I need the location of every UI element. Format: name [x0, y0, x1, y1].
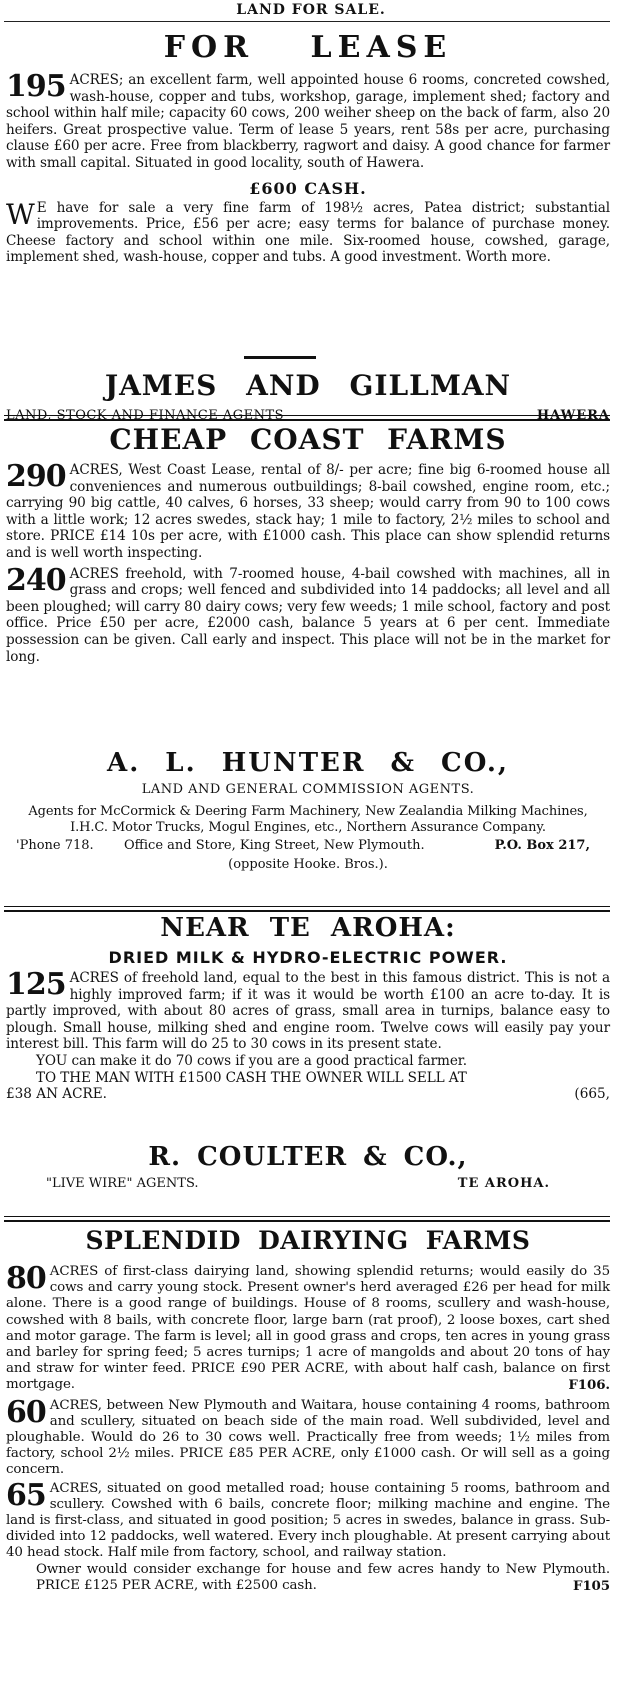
drop-letter: W	[6, 197, 35, 231]
te-aroha-body	[6, 967, 610, 1053]
cash-subheading: £600 CASH.	[249, 178, 367, 198]
section-title: LAND FOR SALE.	[236, 2, 386, 18]
coulter-location: TE AROHA.	[457, 1176, 550, 1191]
te-aroha-subheading: DRIED MILK & HYDRO-ELECTRIC POWER.	[108, 948, 508, 967]
short-rule-1	[244, 356, 316, 359]
title-rule	[4, 21, 610, 22]
cheap-coast-heading: CHEAP COAST FARMS	[109, 423, 507, 456]
hawera-location: HAWERA	[536, 408, 610, 423]
dairy-farm-80-ref: F106.	[568, 1377, 610, 1394]
for-lease-body	[6, 69, 610, 172]
coulter-tagline-row	[6, 1174, 610, 1194]
hunter-phone: 'Phone 718.	[16, 838, 94, 853]
agent-coulter	[6, 1140, 610, 1194]
acres-number-240: 240	[6, 562, 66, 598]
coast-farm-240	[6, 562, 610, 666]
acres-number-125: 125	[6, 967, 66, 1002]
dairy-farm-65-ref: F105	[572, 1577, 610, 1594]
acres-number-195: 195	[6, 69, 66, 104]
hunter-contact-row	[6, 838, 610, 856]
acres-number-65: 65	[6, 1477, 46, 1513]
dairy-farm-60-text: ACRES, between New Plymouth and Waitara, house containing 4 rooms, bathroom and scullery, situated on beach side of the main road. Well subdivided, level and ploughable. Would do 26 to 30 cows well. Practically free from weeds; 1½ miles from factory, school 2½ miles. PRICE £85 PER ACRE, only £1000 cash. Or will sell as a going concern.	[6, 1397, 610, 1478]
dairy-farm-80-text: ACRES of first-class dairying land, showing splendid returns; would easily do 35 cows and carry young stock. Present owner's herd averaged £26 per head for milk alone. There is a good range of buildings. House of 8 rooms, scullery and wash-house, cowshed with 8 bails, with concrete floor, large barn (rat proof), 2 loose boxes, cart shed and motor garage. The farm is level; all in good grass and crops, ten acres in young grass and barley for spring feed; 5 acres turnips; 1 acre of mangolds and about 20 tons of hay and straw for winter feed. PRICE £90 PER ACRE, with about half cash, balance on first mortgage.	[6, 1264, 610, 1393]
hunter-agents-line: Agents for McCormick & Deering Farm Machinery, New Zealandia Milking Machines, I.H.C. Motor Trucks, Mogul Engines, etc., Northern Assurance Company.	[28, 804, 588, 835]
coulter-tagline: "LIVE WIRE" AGENTS.	[46, 1176, 199, 1191]
te-aroha-line2: YOU can make it do 70 cows if you are a good practical farmer.	[36, 1052, 467, 1069]
te-aroha-line4: £38 AN ACRE.	[6, 1086, 107, 1103]
coulter-name: R. COULTER & CO.,	[148, 1142, 468, 1172]
dairying-heading: SPLENDID DAIRYING FARMS	[85, 1226, 531, 1255]
dairy-farm-65-line2-text: Owner would consider exchange for house and few acres handy to New Plymouth. PRICE £125 PER ACRE, with £2500 cash.	[36, 1561, 610, 1593]
coast-farm-240-text: ACRES freehold, with 7-roomed house, 4-bail cowshed with machines, all in grass and crops; well fenced and subdivided into 14 paddocks; all level and all been ploughed; will carry 80 dairy cows; very few weeds; 1 mile school, factory and post office. Price £50 per acre, £2000 cash, balance 5 years at 6 per cent. Immediate possession can be given. Call early and inspect. This place will not be in the market for long.	[6, 565, 610, 665]
hunter-name: A. L. HUNTER & CO.,	[107, 748, 509, 778]
dairy-farm-65-line2	[6, 1562, 610, 1594]
te-aroha-heading: NEAR TE AROHA:	[160, 913, 456, 943]
te-aroha-line3: TO THE MAN WITH £1500 CASH THE OWNER WILL SELL AT	[36, 1069, 467, 1086]
hunter-po-box: P.O. Box 217,	[494, 838, 590, 853]
ad-for-lease	[6, 26, 610, 266]
te-aroha-text: ACRES of freehold land, equal to the best in this famous district. This is not a highly improved farm; if it was it would be worth £100 an acre to-day. It is partly improved, with about 80 acres of grass, small area in turnips, balance easy to plough. Small house, milking shed and engine room. Twelve cows will easily pay your interest bill. This farm will do 25 to 30 cows in its present state.	[6, 970, 610, 1053]
dairy-farm-60	[6, 1394, 610, 1479]
hunter-opposite: (opposite Hooke. Bros.).	[228, 857, 388, 872]
acres-number-290: 290	[6, 459, 66, 494]
acres-number-80: 80	[6, 1261, 46, 1296]
james-gillman-name: JAMES AND GILLMAN	[104, 369, 512, 402]
dairy-farm-80	[6, 1261, 610, 1394]
coast-farm-290	[6, 459, 610, 562]
coast-farm-290-text: ACRES, West Coast Lease, rental of 8/- per acre; fine big 6-roomed house all conveniences and numerous outbuildings; 8-bail cowshed, engine room, etc.; carrying 90 big cattle, 40 calves, 6 horses, 33 sheep; would carry from 90 to 100 cows with a little work; 12 acres swedes, stack hay; 1 mile to factory, 2½ miles to school and store. PRICE £14 10s per acre, with £1000 cash. This place can show splendid returns and is well worth inspecting.	[6, 462, 610, 561]
agent-hunter	[6, 746, 610, 874]
patea-farm-body	[6, 197, 610, 266]
james-gillman-tagline: LAND, STOCK AND FINANCE AGENTS	[6, 408, 285, 423]
dairy-farm-65	[6, 1477, 610, 1562]
for-lease-heading: FOR LEASE	[163, 30, 453, 65]
for-lease-text: ACRES; an excellent farm, well appointed house 6 rooms, concreted cowshed, wash-house, copper and tubs, workshop, garage, implement shed; factory and school within half mile; capacity 60 cows, 200 weiher sheep on the back of farm, also 20 heifers. Great prospective value. Term of lease 5 years, rent 58s per acre, purchasing clause £60 per acre. Free from blackberry, ragwort and daisy. A good chance for farmer with small capital. Situated in good locality, south of Hawera.	[6, 72, 610, 171]
ad-cheap-coast-farms	[6, 420, 610, 665]
te-aroha-price-row	[6, 1086, 610, 1103]
hunter-office: Office and Store, King Street, New Plymouth.	[124, 838, 425, 853]
hunter-tagline: LAND AND GENERAL COMMISSION AGENTS.	[141, 782, 475, 797]
te-aroha-ref: (665,	[574, 1086, 610, 1103]
dairy-farm-65-text: ACRES, situated on good metalled road; house containing 5 rooms, bathroom and scullery. Cowshed with 6 bails, concrete floor; milking machine and engine. The land is first-class, and situated in good position; 5 acres in swedes, balance in grass. Sub-divided into 12 paddocks, well watered. Every inch ploughable. At present carrying about 40 head stock. Half mile from factory, school, and railway station.	[6, 1480, 610, 1561]
patea-farm-text: E have for sale a very fine farm of 198½ acres, Patea district; substantial improvements. Price, £56 per acre; easy terms for balance of purchase money. Cheese factory and school within one mile. Six-roomed house, cowshed, garage, implement shed, wash-house, copper and tubs. A good investment. Worth more.	[6, 199, 610, 266]
ad-near-te-aroha	[6, 910, 610, 1103]
ad-splendid-dairying	[6, 1222, 610, 1594]
acres-number-60: 60	[6, 1394, 46, 1430]
